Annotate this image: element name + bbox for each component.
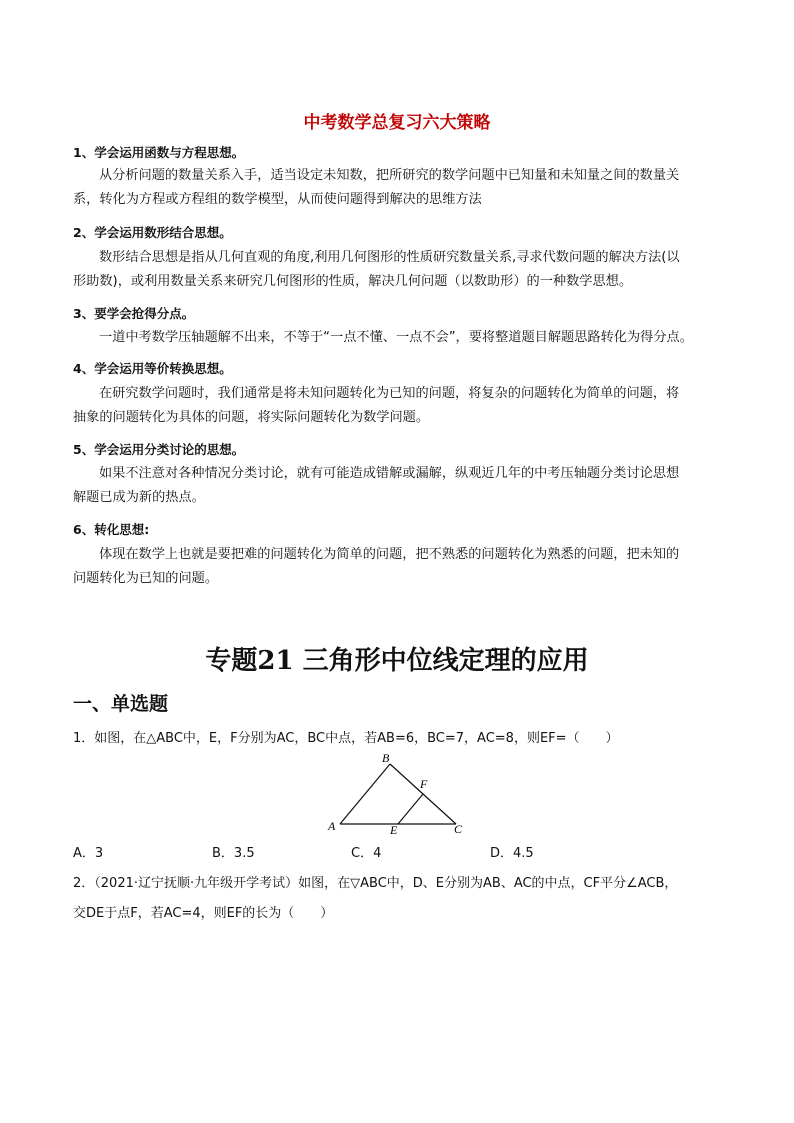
- triangle-figure: [320, 750, 470, 836]
- strategy-5-line-1: 如果不注意对各种情况分类讨论，就有可能造成错解或漏解，纵观近几年的中考压轴题分类讨论思想: [99, 466, 680, 481]
- label-f: F: [420, 777, 428, 791]
- option-d: D．4.5: [490, 846, 534, 861]
- strategy-4-line-1: 在研究数学问题时，我们通常是将未知问题转化为已知的问题，将复杂的问题转化为简单的问题，将: [99, 386, 680, 401]
- segment-ef: [398, 794, 423, 824]
- topic-title: 专题21 三角形中位线定理的应用: [205, 646, 589, 676]
- strategy-1-line-1: 从分析问题的数量关系入手，适当设定未知数，把所研究的数学问题中已知量和未知量之间的数量关: [99, 168, 680, 183]
- strategy-3-line-1: 一道中考数学压轴题解不出来，不等于“一点不懂、一点不会”，要将整道题目解题思路转化为得分点。: [99, 330, 693, 345]
- question-1-text: 1．如图，在△ABC中，E，F分别为AC，BC中点，若AB=6，BC=7，AC=8，则EF=（ ）: [73, 731, 619, 746]
- option-b: B．3.5: [212, 846, 255, 861]
- strategy-4-line-2: 抽象的问题转化为具体的问题，将实际问题转化为数学问题。: [73, 410, 430, 425]
- strategy-text-2: [73, 246, 723, 294]
- strategy-1-line-2: 系，转化为方程或方程组的数学模型，从而使问题得到解决的思维方法: [73, 192, 482, 207]
- section-title: 一、单选题: [73, 693, 169, 715]
- option-c: C．4: [351, 846, 382, 861]
- segment-ab: [340, 764, 390, 824]
- question-2-line-2: 交DE于点F，若AC=4，则EF的长为（ ）: [73, 906, 334, 921]
- option-a: A．3: [73, 846, 104, 861]
- question-2-line-1: 2．（2021·辽宁抚顺·九年级开学考试）如图，在▽ABC中，D、E分别为AB、AC的中点，CF平分∠ACB，: [73, 876, 678, 891]
- label-b: B: [382, 751, 390, 765]
- strategy-text-6: [73, 543, 723, 591]
- strategy-2-line-1: 数形结合思想是指从几何直观的角度,利用几何图形的性质研究数量关系,寻求代数问题的解决方法(以: [99, 250, 680, 265]
- strategy-heading-2: 2、学会运用数形结合思想。: [73, 225, 232, 240]
- label-c: C: [454, 822, 463, 836]
- strategy-heading-5: 5、学会运用分类讨论的思想。: [73, 442, 245, 457]
- page-title: 中考数学总复习六大策略: [303, 113, 491, 133]
- label-e: E: [390, 823, 398, 836]
- strategy-5-line-2: 解题已成为新的热点。: [73, 490, 205, 505]
- label-a: A: [328, 819, 336, 833]
- strategy-text-5: [73, 462, 723, 510]
- strategy-text-4: [73, 382, 723, 430]
- strategy-heading-3: 3、要学会抢得分点。: [73, 306, 195, 321]
- strategy-heading-4: 4、学会运用等价转换思想。: [73, 361, 232, 376]
- strategy-text-1: [73, 164, 723, 212]
- strategy-2-line-2: 形助数)，或利用数量关系来研究几何图形的性质，解决几何问题（以数助形）的一种数学思想。: [73, 274, 633, 289]
- strategy-6-line-1: 体现在数学上也就是要把难的问题转化为简单的问题，把不熟悉的问题转化为熟悉的问题，把未知的: [99, 547, 680, 562]
- strategy-6-line-2: 问题转化为已知的问题。: [73, 571, 219, 586]
- strategy-text-3: [73, 326, 723, 350]
- strategy-heading-1: 1、学会运用函数与方程思想。: [73, 145, 245, 160]
- strategy-heading-6: 6、转化思想:: [73, 522, 150, 537]
